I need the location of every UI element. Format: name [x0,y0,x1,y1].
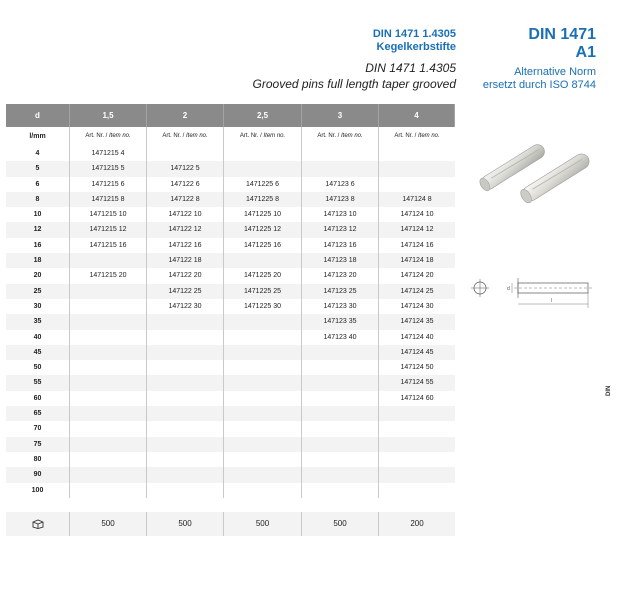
item-number-cell: 147123 20 [302,268,379,283]
item-number-cell: 1471225 30 [224,299,302,314]
table-row [6,421,455,436]
item-number-cell [379,421,455,436]
item-number-cell [70,299,147,314]
item-number-cell [224,360,302,375]
table-row [6,284,455,299]
item-number-cell: 147122 25 [147,284,224,299]
item-number-cell: 1471215 10 [70,207,147,222]
item-number-cell [147,345,224,360]
art-label: Art. Nr. / [317,133,341,139]
length-value: 70 [6,421,70,436]
item-number-cell [147,330,224,345]
item-number-cell [70,421,147,436]
length-value: 16 [6,238,70,253]
item-number-cell [379,146,455,161]
side-tab-label: DIN [606,385,612,396]
table-row [6,177,455,192]
item-number-cell [147,452,224,467]
item-number-cell [302,467,379,482]
product-table [6,104,455,536]
length-value: 90 [6,467,70,482]
length-value: 100 [6,483,70,498]
standard-note-line2: ersetzt durch ISO 8744 [482,79,596,91]
item-number-cell: 147124 60 [400,394,434,402]
art-label: Art. Nr. / [239,133,264,139]
item-number-cell: 1471215 8 [70,192,147,207]
table-row [6,437,455,452]
item-number-cell: 147124 30 [400,302,434,310]
item-number-cell: 147123 18 [302,253,379,268]
diameter-header: 4 [379,104,455,127]
item-number-cell: 1471225 12 [224,222,302,237]
item-number-cell: 147124 12 [400,226,434,234]
length-value: 75 [6,437,70,452]
item-number-cell: 147124 45 [400,348,434,356]
table-row [6,314,455,329]
table-row [6,391,455,406]
item-label: Item no. [185,133,208,139]
item-number-cell: 147123 30 [302,299,379,314]
grooved-pins-photo [470,118,596,210]
item-number-cell [302,146,379,161]
diameter-header: 1,5 [70,104,147,127]
item-label: Item no. [263,133,286,139]
art-item-label [147,127,224,146]
art-item-label [70,127,147,146]
table-row [6,345,455,360]
length-label: l/mm [6,127,70,146]
table-row [6,207,455,222]
item-number-cell: 147122 16 [147,238,224,253]
art-label: Art. Nr. / [162,133,186,139]
item-number-cell: 147123 40 [302,330,379,345]
header-german-line2: Kegelkerbstifte [376,41,456,53]
item-number-cell [302,161,379,176]
item-number-cell: 1471225 10 [224,207,302,222]
item-number-cell: 1471225 16 [224,238,302,253]
length-value: 50 [6,360,70,375]
item-number-cell [302,345,379,360]
art-item-label [302,127,379,146]
diameter-header: 2,5 [224,104,302,127]
header-german-line1: DIN 1471 1.4305 [372,28,456,40]
length-value: 35 [6,314,70,329]
item-number-cell [379,406,455,421]
item-number-cell [302,483,379,498]
table-header-row [6,104,455,127]
item-number-cell: 147124 40 [400,333,434,341]
table-row [6,375,455,390]
length-value: 20 [6,268,70,283]
item-number-cell [379,161,455,176]
item-number-cell: 147124 50 [400,364,434,372]
item-number-cell: 147122 30 [147,299,224,314]
table-row [6,330,455,345]
item-number-cell: 1471225 25 [224,284,302,299]
package-box-icon [6,512,70,536]
item-number-cell: 1471215 16 [70,238,147,253]
item-number-cell [70,284,147,299]
item-number-cell [70,406,147,421]
item-number-cell [379,452,455,467]
item-number-cell: 1471215 12 [70,222,147,237]
item-number-cell [70,345,147,360]
item-number-cell [302,421,379,436]
length-value: 30 [6,299,70,314]
item-number-cell: 147123 8 [302,192,379,207]
item-label: Item no. [108,133,131,139]
item-number-cell [224,375,302,390]
standard-note-line1: Alternative Norm [514,66,596,78]
length-value: 80 [6,452,70,467]
item-number-cell [302,360,379,375]
item-number-cell [224,467,302,482]
item-number-cell [70,360,147,375]
table-row [6,406,455,421]
length-value: 8 [6,192,70,207]
item-number-cell [224,483,302,498]
item-number-cell [224,421,302,436]
item-number-cell: 147122 8 [147,192,224,207]
item-number-cell [70,314,147,329]
item-number-cell: 147122 20 [147,268,224,283]
item-number-cell [224,437,302,452]
art-label: Art. Nr. / [394,133,418,139]
item-number-cell [147,375,224,390]
item-number-cell: 1471225 8 [224,192,302,207]
item-number-cell: 147122 12 [147,222,224,237]
table-row [6,161,455,176]
item-number-cell: 147123 10 [302,207,379,222]
item-number-cell [302,375,379,390]
item-number-cell [224,146,302,161]
item-number-cell [70,253,147,268]
item-number-cell [302,406,379,421]
length-value: 5 [6,161,70,176]
item-number-cell [147,391,224,406]
item-number-cell: 1471225 6 [224,177,302,192]
item-number-cell: 147122 6 [147,177,224,192]
length-value: 65 [6,406,70,421]
item-number-cell [147,467,224,482]
standard-title [528,26,596,62]
table-row [6,222,455,237]
table-subheader-row [6,127,455,146]
item-number-cell [379,467,455,482]
item-number-cell: 147124 16 [400,241,434,249]
table-row [6,192,455,207]
item-number-cell: 1471215 6 [70,177,147,192]
table-row [6,467,455,482]
item-number-cell: 147123 35 [302,314,379,329]
length-value: 40 [6,330,70,345]
item-number-cell [70,437,147,452]
item-number-cell [224,253,302,268]
length-value: 4 [6,146,70,161]
length-value: 25 [6,284,70,299]
length-value: 60 [6,391,70,406]
table-row [6,360,455,375]
header-english-line2: Grooved pins full length taper grooved [252,77,456,91]
item-number-cell [70,483,147,498]
item-number-cell: 147124 8 [402,195,432,203]
standard-note [483,66,596,92]
package-quantity: 500 [224,512,302,536]
diameter-header: 2 [147,104,224,127]
item-number-cell [147,314,224,329]
length-value: 6 [6,177,70,192]
length-value: 12 [6,222,70,237]
item-number-cell: 147122 5 [147,161,224,176]
item-number-cell [70,375,147,390]
table-row [6,253,455,268]
item-number-cell [147,437,224,452]
item-number-cell: 147124 10 [400,211,434,219]
item-number-cell: 147124 55 [400,379,434,387]
length-value: 18 [6,253,70,268]
item-number-cell [147,483,224,498]
item-number-cell: 1471215 20 [70,268,147,283]
diameter-header: 3 [302,104,379,127]
item-number-cell: 147123 12 [302,222,379,237]
table-row [6,146,455,161]
item-number-cell: 1471225 20 [224,268,302,283]
item-number-cell [224,161,302,176]
item-number-cell [147,421,224,436]
item-number-cell [224,314,302,329]
item-number-cell: 147124 20 [400,272,434,280]
item-number-cell [379,483,455,498]
item-number-cell [224,391,302,406]
item-number-cell: 147124 25 [400,287,434,295]
technical-drawing [468,268,594,320]
item-number-cell [302,452,379,467]
item-number-cell: 147122 10 [147,207,224,222]
package-quantity: 200 [410,518,424,528]
item-number-cell [70,452,147,467]
item-number-cell [147,360,224,375]
art-label: Art. Nr. / [85,133,109,139]
table-row [6,268,455,283]
header-english-line1: DIN 1471 1.4305 [365,61,456,75]
item-number-cell [224,345,302,360]
item-number-cell: 147123 25 [302,284,379,299]
item-number-cell [70,467,147,482]
packaging-row [6,512,455,536]
table-row [6,299,455,314]
table-row [6,452,455,467]
art-item-label [224,127,302,146]
table-row [6,238,455,253]
item-number-cell: 147122 18 [147,253,224,268]
package-quantity: 500 [147,512,224,536]
item-number-cell [379,437,455,452]
table-spacer [6,498,455,512]
length-value: 10 [6,207,70,222]
item-number-cell [70,330,147,345]
package-quantity: 500 [302,512,379,536]
length-value: 55 [6,375,70,390]
item-number-cell: 147123 6 [302,177,379,192]
item-number-cell: 1471215 5 [70,161,147,176]
standard-title-line2: A1 [575,44,596,61]
item-number-cell [70,391,147,406]
item-number-cell: 1471215 4 [70,146,147,161]
item-label: Item no. [340,133,363,139]
standard-title-line1: DIN 1471 [528,26,596,43]
item-number-cell [379,177,455,192]
table-row [6,483,455,498]
length-dimension-label: l [551,298,553,304]
item-number-cell [302,437,379,452]
corner-label: d [6,104,70,127]
item-number-cell [224,330,302,345]
package-quantity: 500 [70,512,147,536]
item-label: Item no. [417,133,440,139]
item-number-cell: 147123 16 [302,238,379,253]
item-number-cell: 147124 35 [400,318,434,326]
length-value: 45 [6,345,70,360]
item-number-cell [224,406,302,421]
item-number-cell [224,452,302,467]
art-item-label [379,127,455,146]
diameter-label: d [507,286,510,292]
item-number-cell: 147124 18 [400,257,434,265]
item-number-cell [147,146,224,161]
table-body [6,146,455,498]
item-number-cell [302,391,379,406]
item-number-cell [147,406,224,421]
